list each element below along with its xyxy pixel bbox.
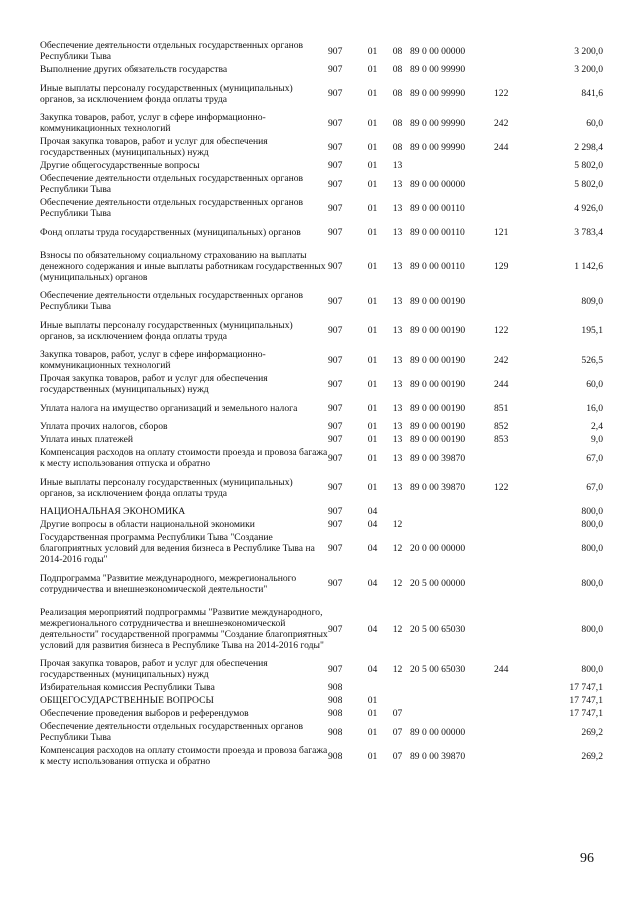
table-row bbox=[40, 506, 603, 519]
ministry-code: 907 bbox=[328, 578, 343, 590]
section-code: 04 bbox=[367, 623, 378, 635]
subsection-code: 12 bbox=[392, 543, 403, 555]
expense-type-code: 851 bbox=[494, 402, 509, 414]
row-name: Иные выплаты персоналу государственных (муниципальных) органов, за исключением фонда оплаты труда bbox=[40, 476, 293, 499]
target-article-code: 89 0 00 99990 bbox=[410, 117, 466, 129]
expense-type-code: 121 bbox=[494, 226, 509, 238]
section-code: 04 bbox=[367, 543, 378, 555]
table-row bbox=[40, 40, 603, 64]
amount: 60,0 bbox=[586, 117, 603, 129]
amount: 5 802,0 bbox=[574, 178, 603, 190]
target-article-code: 20 5 00 65030 bbox=[410, 623, 466, 635]
target-article-code bbox=[410, 695, 494, 708]
row-name: Компенсация расходов на оплату стоимости проезда и провоза багажа к месту использования отпуска и обратно bbox=[40, 745, 328, 767]
target-article-code: 89 0 00 00190 bbox=[410, 421, 466, 433]
subsection-code: 08 bbox=[392, 45, 403, 57]
table-row bbox=[40, 77, 603, 112]
ministry-code: 907 bbox=[328, 354, 343, 366]
ministry-code: 907 bbox=[328, 482, 343, 494]
amount: 4 926,0 bbox=[574, 202, 603, 214]
ministry-code: 907 bbox=[328, 226, 343, 238]
amount: 5 802,0 bbox=[574, 160, 603, 172]
target-article-code bbox=[410, 160, 494, 173]
table-row bbox=[40, 567, 603, 602]
subsection-code: 13 bbox=[392, 261, 403, 273]
section-code: 01 bbox=[367, 434, 378, 446]
section-code: 01 bbox=[367, 160, 378, 172]
section-code: 01 bbox=[367, 708, 378, 720]
amount: 16,0 bbox=[586, 402, 603, 414]
subsection-code: 13 bbox=[392, 434, 403, 446]
subsection-code: 08 bbox=[392, 117, 403, 129]
subsection-code: 12 bbox=[392, 519, 403, 531]
subsection-code: 13 bbox=[392, 421, 403, 433]
row-name: Иные выплаты персоналу государственных (муниципальных) органов, за исключением фонда оплаты труда bbox=[40, 82, 293, 105]
target-article-code bbox=[410, 506, 494, 519]
expense-type-code bbox=[494, 447, 529, 471]
target-article-code: 20 5 00 00000 bbox=[410, 578, 466, 590]
section-code: 04 bbox=[367, 519, 378, 531]
expense-type-code bbox=[494, 197, 529, 221]
amount: 67,0 bbox=[586, 452, 603, 464]
table-row bbox=[40, 290, 603, 314]
section-code: 01 bbox=[367, 325, 378, 337]
ministry-code: 908 bbox=[328, 726, 343, 738]
subsection-code: 08 bbox=[392, 64, 403, 76]
row-name: Обеспечение деятельности отдельных государственных органов Республики Тыва bbox=[40, 290, 304, 312]
ministry-code: 907 bbox=[328, 261, 343, 273]
table-row bbox=[40, 160, 603, 173]
table-row bbox=[40, 471, 603, 506]
table-row bbox=[40, 245, 603, 290]
table-row bbox=[40, 602, 603, 658]
target-article-code: 89 0 00 00190 bbox=[410, 434, 466, 446]
ministry-code: 907 bbox=[328, 117, 343, 129]
expense-type-code bbox=[494, 290, 529, 314]
table-row bbox=[40, 112, 603, 136]
target-article-code: 89 0 00 39870 bbox=[410, 482, 466, 494]
amount: 3 200,0 bbox=[574, 45, 603, 57]
ministry-code: 907 bbox=[328, 452, 343, 464]
ministry-code: 907 bbox=[328, 45, 343, 57]
amount: 800,0 bbox=[581, 543, 603, 555]
target-article-code bbox=[410, 682, 494, 695]
target-article-code: 89 0 00 00190 bbox=[410, 402, 466, 414]
expense-type-code: 244 bbox=[494, 141, 509, 153]
subsection-code: 12 bbox=[392, 663, 403, 675]
ministry-code: 907 bbox=[328, 543, 343, 555]
subsection-code: 13 bbox=[392, 325, 403, 337]
amount: 17 747,1 bbox=[569, 682, 603, 694]
expense-type-code bbox=[494, 745, 529, 769]
row-name: Прочая закупка товаров, работ и услуг для обеспечения государственных (муниципальных) нужд bbox=[40, 136, 268, 158]
section-code: 01 bbox=[367, 726, 378, 738]
expense-type-code: 242 bbox=[494, 354, 509, 366]
row-name: Взносы по обязательному социальному страхованию на выплаты денежного содержания и иные выплаты работникам государственных (муниципальных) органов bbox=[40, 250, 326, 283]
section-code: 01 bbox=[367, 261, 378, 273]
row-name: Выполнение других обязательств государства bbox=[40, 64, 228, 76]
ministry-code: 907 bbox=[328, 295, 343, 307]
section-code: 04 bbox=[367, 506, 378, 518]
table-row bbox=[40, 314, 603, 349]
target-article-code: 89 0 00 00190 bbox=[410, 295, 466, 307]
target-article-code: 89 0 00 00000 bbox=[410, 45, 466, 57]
target-article-code: 89 0 00 00110 bbox=[410, 261, 465, 273]
ministry-code: 907 bbox=[328, 178, 343, 190]
target-article-code: 89 0 00 99990 bbox=[410, 141, 466, 153]
row-name: ОБЩЕГОСУДАРСТВЕННЫЕ ВОПРОСЫ bbox=[40, 695, 214, 707]
row-name: Иные выплаты персоналу государственных (муниципальных) органов, за исключением фонда оплаты труда bbox=[40, 319, 293, 342]
row-name: Обеспечение деятельности отдельных государственных органов Республики Тыва bbox=[40, 197, 304, 219]
table-row bbox=[40, 519, 603, 532]
target-article-code: 89 0 00 00190 bbox=[410, 354, 466, 366]
row-name: Компенсация расходов на оплату стоимости проезда и провоза багажа к месту использования отпуска и обратно bbox=[40, 447, 328, 469]
subsection-code: 07 bbox=[392, 750, 403, 762]
subsection-code: 08 bbox=[392, 88, 403, 100]
table-row bbox=[40, 64, 603, 77]
table-row bbox=[40, 421, 603, 434]
row-name: Другие общегосударственные вопросы bbox=[40, 160, 200, 172]
section-code: 01 bbox=[367, 695, 378, 707]
table-row bbox=[40, 197, 603, 221]
table-row bbox=[40, 397, 603, 421]
amount: 841,6 bbox=[581, 88, 603, 100]
table-row bbox=[40, 658, 603, 682]
target-article-code: 89 0 00 00110 bbox=[410, 202, 465, 214]
target-article-code: 89 0 00 39870 bbox=[410, 750, 466, 762]
expense-type-code bbox=[494, 519, 529, 532]
expense-type-code bbox=[494, 695, 529, 708]
amount: 269,2 bbox=[581, 726, 603, 738]
section-code: 01 bbox=[367, 354, 378, 366]
row-name: Прочая закупка товаров, работ и услуг для обеспечения государственных (муниципальных) нужд bbox=[40, 373, 268, 395]
subsection-code: 13 bbox=[392, 482, 403, 494]
row-name: Фонд оплаты труда государственных (муниципальных) органов bbox=[40, 226, 301, 238]
section-code: 01 bbox=[367, 88, 378, 100]
expense-type-code: 244 bbox=[494, 663, 509, 675]
target-article-code: 89 0 00 99990 bbox=[410, 64, 466, 76]
section-code: 01 bbox=[367, 295, 378, 307]
row-name: Уплата прочих налогов, сборов bbox=[40, 421, 168, 433]
section-code: 01 bbox=[367, 202, 378, 214]
table-row bbox=[40, 708, 603, 721]
subsection-code: 13 bbox=[392, 452, 403, 464]
section-code: 01 bbox=[367, 402, 378, 414]
ministry-code: 907 bbox=[328, 434, 343, 446]
expense-type-code bbox=[494, 721, 529, 745]
ministry-code: 908 bbox=[328, 708, 343, 720]
table-row bbox=[40, 721, 603, 745]
ministry-code: 907 bbox=[328, 519, 343, 531]
row-name: Подпрограмма "Развитие международного, межрегионального сотрудничества и внешнеэкономической деятельности" bbox=[40, 572, 297, 595]
subsection-code: 07 bbox=[392, 708, 403, 720]
amount: 526,5 bbox=[581, 354, 603, 366]
amount: 800,0 bbox=[581, 623, 603, 635]
amount: 269,2 bbox=[581, 750, 603, 762]
ministry-code: 907 bbox=[328, 325, 343, 337]
row-name: Государственная программа Республики Тыва "Создание благоприятных условий для ведения бизнеса в Республике Тыва на 2014-2016 годы" bbox=[40, 532, 315, 565]
target-article-code: 89 0 00 00190 bbox=[410, 378, 466, 390]
expense-type-code bbox=[494, 682, 529, 695]
ministry-code: 907 bbox=[328, 160, 343, 172]
expense-type-code bbox=[494, 602, 529, 658]
table-row bbox=[40, 136, 603, 160]
target-article-code: 89 0 00 00110 bbox=[410, 226, 465, 238]
subsection-code: 13 bbox=[392, 226, 403, 238]
subsection-code: 12 bbox=[392, 578, 403, 590]
ministry-code: 907 bbox=[328, 623, 343, 635]
expense-type-code: 242 bbox=[494, 117, 509, 129]
table-row bbox=[40, 373, 603, 397]
target-article-code: 89 0 00 00000 bbox=[410, 726, 466, 738]
row-name: Прочая закупка товаров, работ и услуг для обеспечения государственных (муниципальных) нужд bbox=[40, 658, 268, 680]
amount: 800,0 bbox=[581, 506, 603, 518]
table-row bbox=[40, 745, 603, 769]
section-code: 01 bbox=[367, 178, 378, 190]
row-name: Обеспечение деятельности отдельных государственных органов Республики Тыва bbox=[40, 173, 304, 195]
target-article-code: 20 5 00 65030 bbox=[410, 663, 466, 675]
subsection-code bbox=[385, 506, 410, 519]
amount: 60,0 bbox=[586, 378, 603, 390]
ministry-code: 908 bbox=[328, 682, 343, 694]
subsection-code: 13 bbox=[392, 178, 403, 190]
amount: 17 747,1 bbox=[569, 708, 603, 720]
amount: 9,0 bbox=[591, 434, 603, 446]
budget-table-body bbox=[40, 40, 603, 769]
expense-type-code: 122 bbox=[494, 482, 509, 494]
expense-type-code bbox=[494, 173, 529, 197]
row-name: Закупка товаров, работ, услуг в сфере информационно-коммуникационных технологий bbox=[40, 112, 266, 134]
amount: 3 200,0 bbox=[574, 64, 603, 76]
row-name: Закупка товаров, работ, услуг в сфере информационно-коммуникационных технологий bbox=[40, 349, 266, 371]
row-name: Другие вопросы в области национальной экономики bbox=[40, 519, 255, 531]
expense-type-code: 122 bbox=[494, 325, 509, 337]
section-code: 01 bbox=[367, 141, 378, 153]
table-row bbox=[40, 221, 603, 245]
target-article-code bbox=[410, 519, 494, 532]
expense-type-code: 853 bbox=[494, 434, 509, 446]
amount: 800,0 bbox=[581, 519, 603, 531]
amount: 1 142,6 bbox=[574, 261, 603, 273]
table-row bbox=[40, 349, 603, 373]
target-article-code: 89 0 00 39870 bbox=[410, 452, 466, 464]
target-article-code: 89 0 00 00190 bbox=[410, 325, 466, 337]
subsection-code: 08 bbox=[392, 141, 403, 153]
row-name: Обеспечение деятельности отдельных государственных органов Республики Тыва bbox=[40, 721, 304, 743]
target-article-code bbox=[410, 708, 494, 721]
amount: 17 747,1 bbox=[569, 695, 603, 707]
expense-type-code bbox=[494, 532, 529, 567]
section-code: 01 bbox=[367, 64, 378, 76]
ministry-code: 907 bbox=[328, 64, 343, 76]
amount: 3 783,4 bbox=[574, 226, 603, 238]
expense-type-code: 122 bbox=[494, 88, 509, 100]
subsection-code: 13 bbox=[392, 295, 403, 307]
row-name: Уплата иных платежей bbox=[40, 434, 134, 446]
target-article-code: 20 0 00 00000 bbox=[410, 543, 466, 555]
subsection-code: 13 bbox=[392, 402, 403, 414]
expense-type-code bbox=[494, 40, 529, 64]
ministry-code: 907 bbox=[328, 88, 343, 100]
section-code: 01 bbox=[367, 452, 378, 464]
table-row bbox=[40, 447, 603, 471]
section-code: 01 bbox=[367, 226, 378, 238]
subsection-code bbox=[385, 695, 410, 708]
table-row bbox=[40, 532, 603, 567]
row-name: Избирательная комиссия Республики Тыва bbox=[40, 682, 215, 694]
section-code: 01 bbox=[367, 750, 378, 762]
ministry-code: 907 bbox=[328, 506, 343, 518]
row-name: Обеспечение деятельности отдельных государственных органов Республики Тыва bbox=[40, 40, 304, 62]
target-article-code: 89 0 00 00000 bbox=[410, 178, 466, 190]
ministry-code: 907 bbox=[328, 402, 343, 414]
subsection-code: 13 bbox=[392, 160, 403, 172]
amount: 809,0 bbox=[581, 295, 603, 307]
row-name: Уплата налога на имущество организаций и земельного налога bbox=[40, 402, 298, 414]
table-row bbox=[40, 173, 603, 197]
ministry-code: 908 bbox=[328, 695, 343, 707]
subsection-code: 13 bbox=[392, 378, 403, 390]
section-code: 04 bbox=[367, 663, 378, 675]
section-code: 01 bbox=[367, 421, 378, 433]
ministry-code: 907 bbox=[328, 421, 343, 433]
ministry-code: 907 bbox=[328, 663, 343, 675]
subsection-code bbox=[385, 682, 410, 695]
expense-type-code: 852 bbox=[494, 421, 509, 433]
expense-type-code bbox=[494, 160, 529, 173]
target-article-code: 89 0 00 99990 bbox=[410, 88, 466, 100]
section-code: 01 bbox=[367, 482, 378, 494]
row-name: НАЦИОНАЛЬНАЯ ЭКОНОМИКА bbox=[40, 506, 186, 518]
expense-type-code: 129 bbox=[494, 261, 509, 273]
ministry-code: 907 bbox=[328, 141, 343, 153]
expense-type-code bbox=[494, 708, 529, 721]
expense-type-code bbox=[494, 64, 529, 77]
amount: 195,1 bbox=[581, 325, 603, 337]
section-code: 01 bbox=[367, 378, 378, 390]
table-row bbox=[40, 695, 603, 708]
row-name: Реализация мероприятий подпрограммы "Развитие международного, межрегионального сотрудничества и внешнеэкономической деятельности" государственной программы "Создание благоприятных условий для развития бизнеса в Республике Тыва на 2014-2016 годы" bbox=[40, 607, 328, 651]
expense-type-code bbox=[494, 567, 529, 602]
ministry-code: 907 bbox=[328, 378, 343, 390]
section-code: 04 bbox=[367, 578, 378, 590]
budget-table bbox=[40, 40, 603, 769]
ministry-code: 908 bbox=[328, 750, 343, 762]
amount: 800,0 bbox=[581, 578, 603, 590]
table-row bbox=[40, 434, 603, 447]
expense-type-code: 244 bbox=[494, 378, 509, 390]
amount: 67,0 bbox=[586, 482, 603, 494]
row-name: Обеспечение проведения выборов и референдумов bbox=[40, 708, 249, 720]
section-code bbox=[360, 682, 385, 695]
subsection-code: 13 bbox=[392, 202, 403, 214]
page-number: 96 bbox=[580, 851, 594, 866]
ministry-code: 907 bbox=[328, 202, 343, 214]
section-code: 01 bbox=[367, 45, 378, 57]
section-code: 01 bbox=[367, 117, 378, 129]
subsection-code: 07 bbox=[392, 726, 403, 738]
expense-type-code bbox=[494, 506, 529, 519]
subsection-code: 12 bbox=[392, 623, 403, 635]
amount: 2 298,4 bbox=[574, 141, 603, 153]
amount: 800,0 bbox=[581, 663, 603, 675]
amount: 2,4 bbox=[591, 421, 603, 433]
subsection-code: 13 bbox=[392, 354, 403, 366]
table-row bbox=[40, 682, 603, 695]
